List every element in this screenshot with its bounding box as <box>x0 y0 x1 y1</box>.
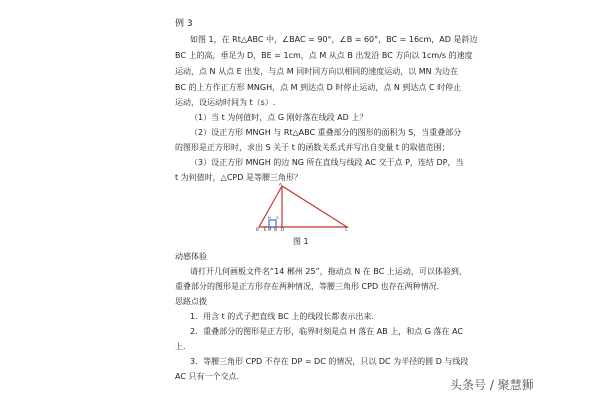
experience-line-2: 重叠部分的图形是正方形存在两种情况，等腰三角形 CPD 也存在两种情况. <box>175 282 440 291</box>
label-m: M <box>268 227 272 232</box>
square-mngh <box>269 220 276 227</box>
triangle-abc <box>259 186 347 227</box>
example-title: 例 3 <box>175 19 193 29</box>
hint-3-line-1: 3．等腰三角形 CPD 不存在 DP = DC 的情况，只以 DC 为半径的圆 D 与线段 <box>190 357 469 366</box>
problem-line-4: BC 的上方作正方形 MNGH，点 M 到达点 D 时停止运动，点 N 到达点 C 时停止 <box>175 83 462 92</box>
hint-2-line-1: 2．重叠部分的图形是正方形，临界时刻是点 H 落在 AB 上，和点 G 落在 AC <box>190 327 463 336</box>
problem-line-5: 运动，设运动时间为 t（s）. <box>175 98 276 107</box>
triangle-figure <box>255 183 355 233</box>
experience-heading: 动感体验 <box>175 252 207 261</box>
question-2-line-2: 的图形是正方形时，求出 S 关于 t 的函数关系式并写出自变量 t 的取值范围； <box>175 143 450 152</box>
problem-line-2: BC 上的高，垂足为 D，BE = 1cm，点 M 从点 B 出发沿 BC 方向以 1cm/s 的速度 <box>175 51 473 60</box>
label-a: A <box>279 183 282 187</box>
problem-line-3: 运动，点 N 从点 E 出发，与点 M 同时同方向以相同的速度运动，以 MN 为边在 <box>175 67 459 76</box>
question-3-line-2: t 为何值时，△CPD 是等腰三角形？ <box>175 173 302 182</box>
label-d: D <box>281 227 285 232</box>
label-b: B <box>256 227 259 232</box>
label-e: E <box>264 227 267 232</box>
hint-3-line-2: AC 只有一个交点. <box>175 372 240 381</box>
label-c: C <box>345 227 348 232</box>
label-h: H <box>268 216 271 220</box>
label-n: N <box>274 227 277 232</box>
experience-line-1: 请打开几何画板文件名“14 郴州 25”，拖动点 N 在 BC 上运动，可以体验到， <box>190 267 467 276</box>
label-g: G <box>276 216 279 220</box>
question-3-line-1: （3）设正方形 MNGH 的边 NG 所在直线与线段 AC 交于点 P，连结 DP，当 <box>190 158 464 167</box>
problem-line-1: 如图 1，在 Rt△ABC 中，∠BAC = 90°，∠B = 60°，BC = 16cm，AD 是斜边 <box>190 35 478 44</box>
hint-1: 1．用含 t 的式子把直线 BC 上的线段长都表示出来. <box>190 312 374 321</box>
question-2-line-1: （2）设正方形 MNGH 与 Rt△ABC 重叠部分的图形的面积为 S，当重叠部分 <box>190 128 462 137</box>
watermark: 头条号 / 聚慧狮 <box>450 378 534 392</box>
hint-2-line-2: 上. <box>175 342 186 351</box>
figure-caption: 图 1 <box>293 237 309 246</box>
hints-heading: 思路点拨 <box>175 297 207 306</box>
question-1: （1）当 t 为何值时，点 G 刚好落在线段 AD 上？ <box>190 113 368 122</box>
